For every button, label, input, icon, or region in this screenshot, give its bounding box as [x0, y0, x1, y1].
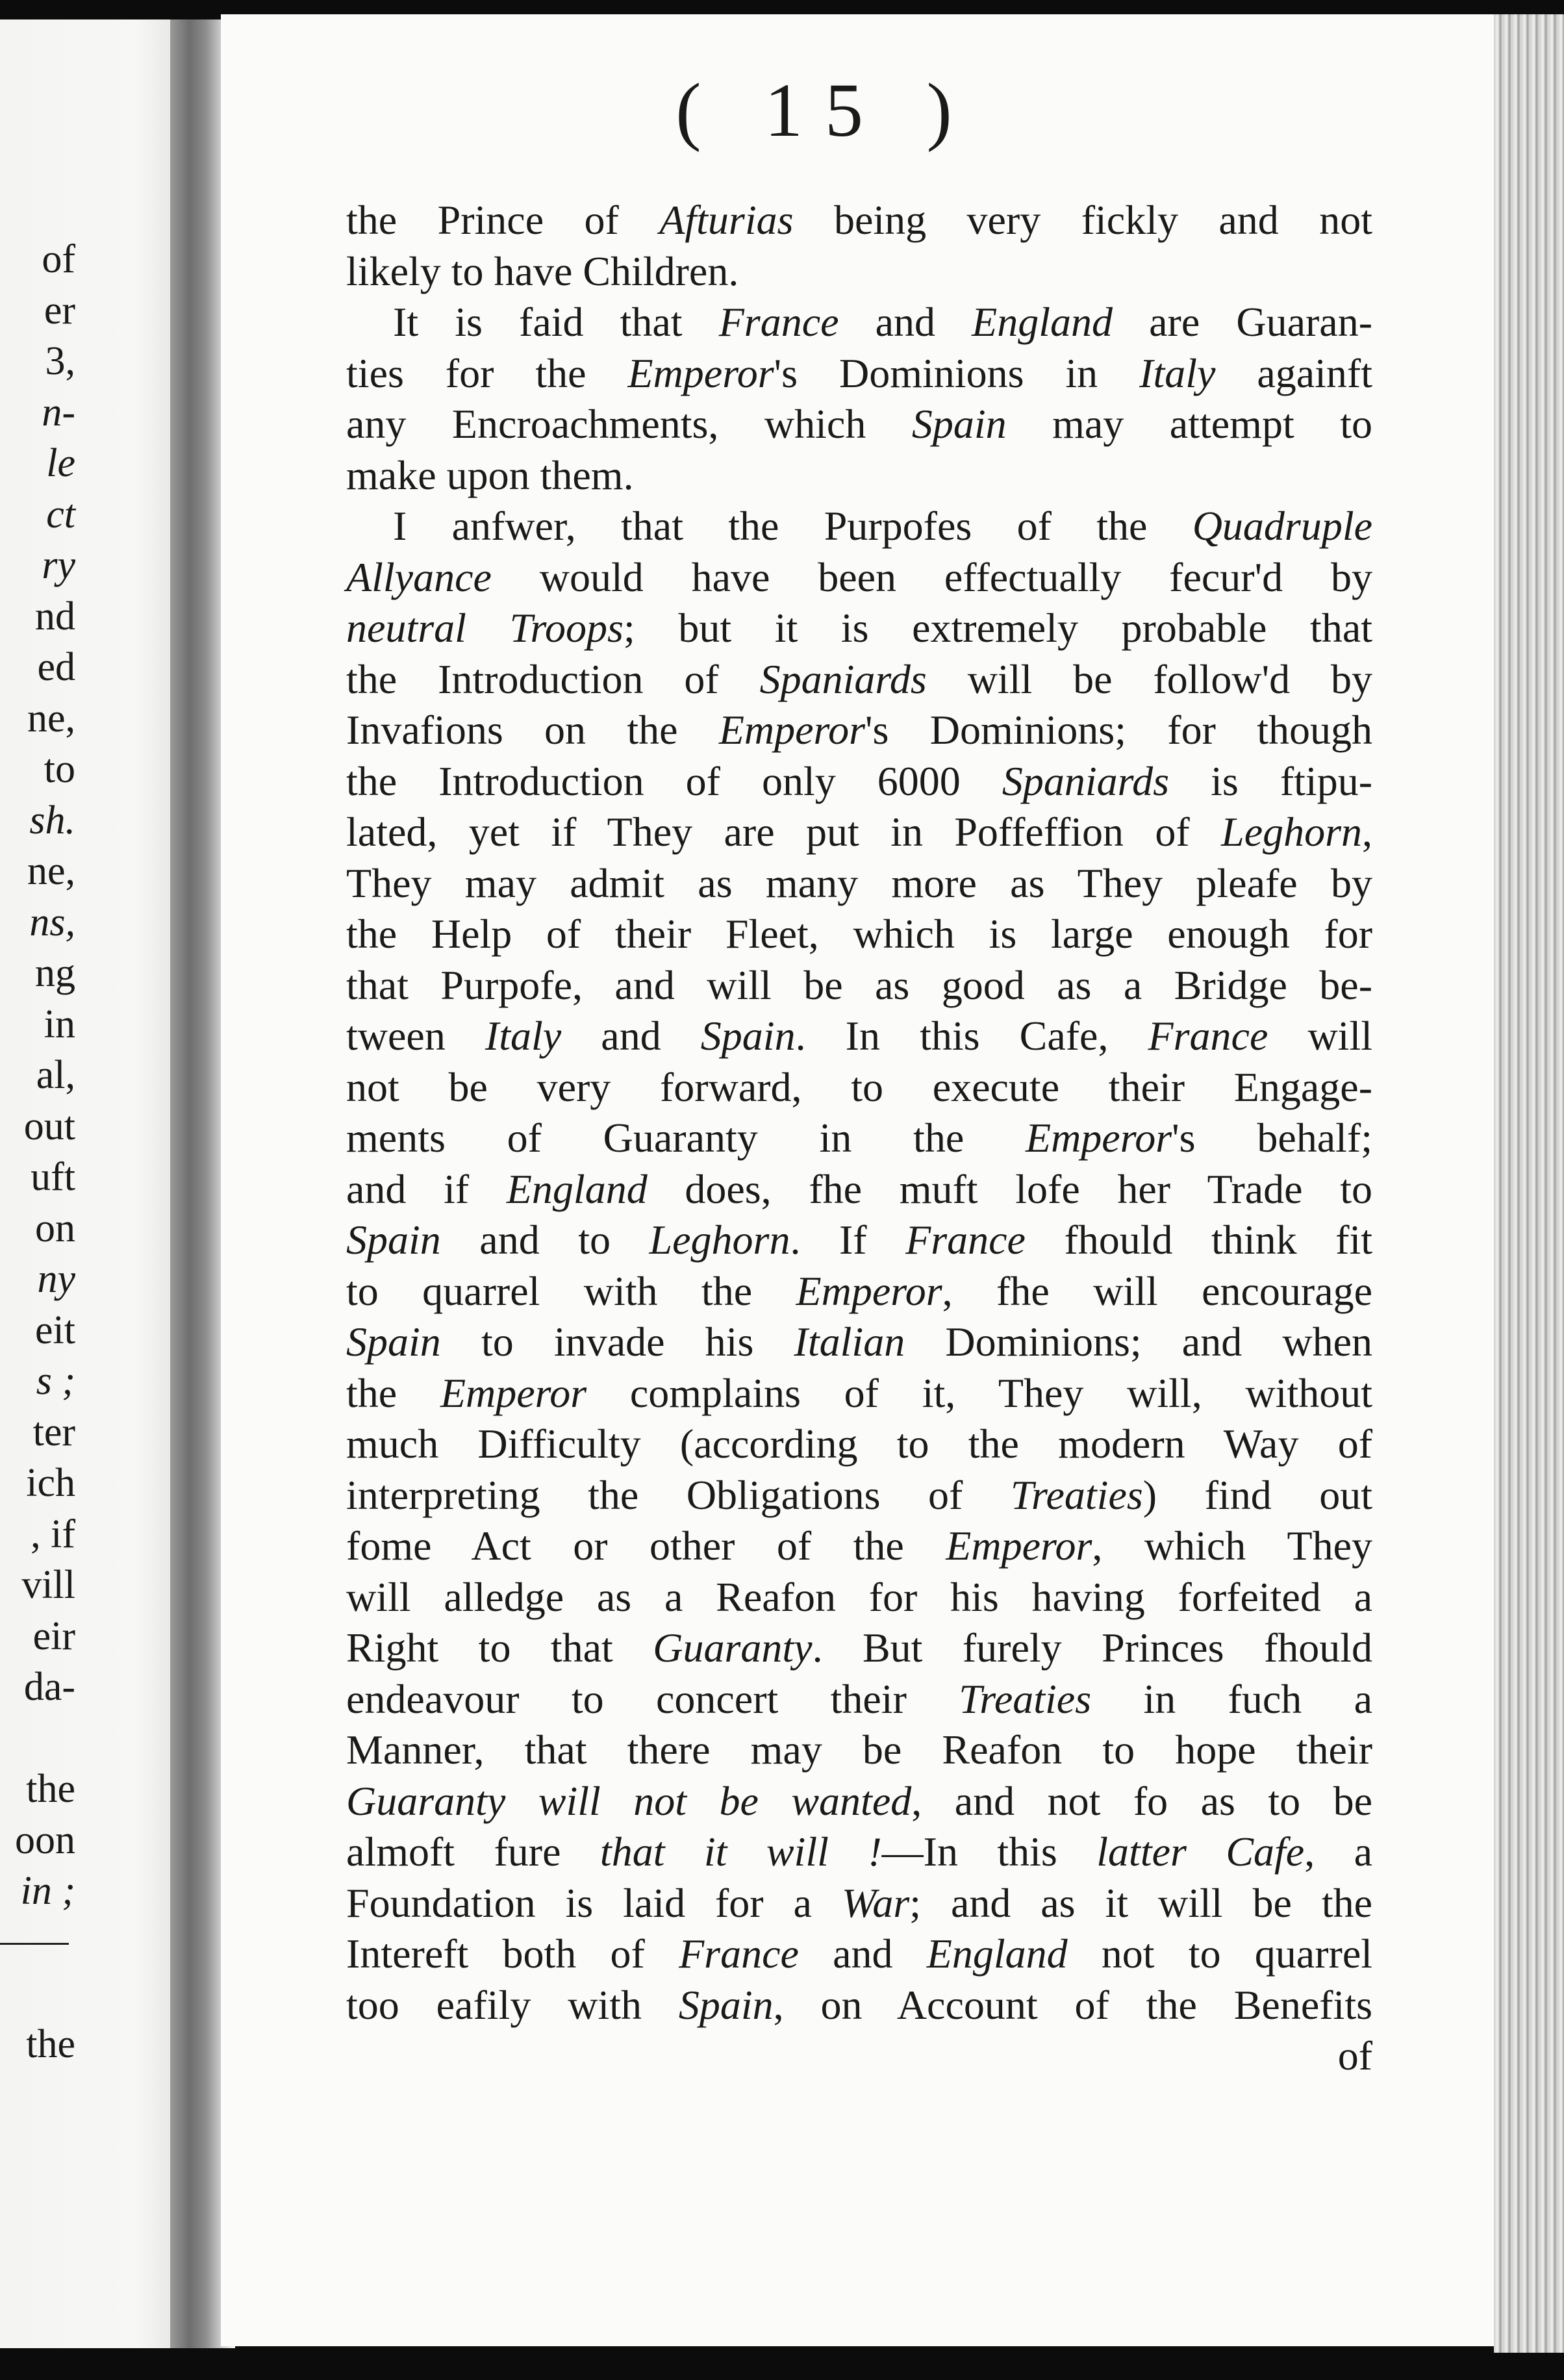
text-segment: interpreting the Obligations of: [346, 1471, 1011, 1518]
catchword: of: [1337, 2032, 1372, 2079]
left-page-fragment: ns,: [29, 900, 75, 944]
text-line: [346, 909, 1372, 960]
italic-text: Emperor: [440, 1369, 587, 1416]
italic-text: Allyance: [346, 553, 492, 600]
text-segment: I anfwer, that the Purpofes of the: [393, 503, 1192, 549]
text-segment: will be follow'd by: [926, 655, 1373, 702]
left-page-fragment: the: [26, 2021, 75, 2066]
text-segment: Dominions; and when: [905, 1319, 1373, 1365]
text-segment: much Difficulty (according to the modern Way of: [346, 1421, 1372, 1467]
text-segment: . If: [790, 1217, 906, 1263]
italic-text: Spain: [678, 1981, 774, 2028]
text-segment: almoft fure: [346, 1829, 600, 1875]
italic-text: Quadruple: [1192, 503, 1372, 549]
italic-text: Guaranty will not be wanted: [346, 1777, 912, 1824]
text-line: [346, 1368, 1372, 1419]
text-segment: againft: [1215, 349, 1373, 396]
text-line: [346, 450, 1372, 501]
left-page-fragment: ne,: [27, 849, 75, 893]
text-segment: does, fhe muft lofe her Trade to: [647, 1165, 1372, 1212]
text-segment: 's behalf;: [1172, 1115, 1373, 1161]
text-segment: and: [798, 1931, 927, 1977]
left-page-fragment: in ;: [20, 1869, 75, 1913]
text-segment: ties for the: [346, 349, 628, 396]
text-line: [346, 1776, 1372, 1827]
left-page-fragment: uft: [31, 1155, 75, 1199]
left-page-fragment: to: [44, 747, 75, 791]
left-page-fragment: eit: [35, 1308, 75, 1352]
text-segment: Foundation is laid for a: [346, 1879, 842, 1926]
text-segment: and to: [440, 1217, 650, 1263]
text-segment: endeavour to concert their: [346, 1675, 959, 1722]
italic-text: Treaties: [1010, 1471, 1143, 1518]
left-page-fragment: eir: [32, 1614, 75, 1658]
text-line: [346, 1725, 1372, 1776]
italic-text: neutral Troops: [346, 605, 624, 651]
text-segment: . In this Cafe,: [795, 1013, 1148, 1059]
text-line: [346, 1317, 1372, 1368]
italic-text: England: [972, 299, 1113, 345]
text-segment: Invafions on the: [346, 707, 719, 753]
text-line: [346, 1572, 1372, 1623]
text-segment: may attempt to: [1006, 401, 1372, 447]
text-segment: too eafily with: [346, 1981, 679, 2028]
text-segment: and: [839, 299, 972, 345]
italic-text: Emperor: [718, 707, 865, 753]
text-line: [346, 858, 1372, 909]
left-page-fragment: s ;: [36, 1359, 75, 1403]
italic-text: Guaranty: [653, 1625, 813, 1671]
text-line: [346, 603, 1372, 654]
italic-text: England: [926, 1931, 1068, 1977]
left-page-fragment: ny: [37, 1257, 75, 1301]
text-line: [346, 195, 1372, 246]
left-page-rule: [0, 1943, 69, 1945]
italic-text: Leghorn: [1221, 809, 1362, 855]
text-line: [346, 1266, 1372, 1317]
text-segment: to quarrel with the: [346, 1267, 796, 1314]
text-line: [346, 1215, 1372, 1266]
text-segment: the: [346, 1369, 440, 1416]
text-segment: Manner, that there may be Reafon to hope their: [346, 1727, 1372, 1773]
italic-text: Emperor: [1025, 1115, 1172, 1161]
text-segment: ,: [1362, 809, 1372, 855]
left-page-fragment: in: [44, 1002, 75, 1046]
left-page-fragment: le: [46, 441, 75, 485]
italic-text: Italy: [485, 1013, 562, 1059]
left-page-fragment: , if: [31, 1512, 75, 1556]
italic-text: Spain: [911, 401, 1007, 447]
italic-text: Afturias: [659, 197, 794, 243]
text-segment: and if: [346, 1165, 507, 1212]
text-segment: ments of Guaranty in the: [346, 1115, 1026, 1161]
text-segment: will: [1268, 1013, 1372, 1059]
text-segment: Right to that: [346, 1625, 653, 1671]
body-text: [346, 195, 1372, 2082]
text-line: [346, 1062, 1372, 1113]
text-segment: in fuch a: [1091, 1675, 1373, 1722]
left-page-fragment: ry: [42, 543, 75, 587]
text-line: [346, 1929, 1372, 1980]
italic-text: France: [718, 299, 839, 345]
text-line: [346, 807, 1372, 858]
italic-text: latter Cafe: [1096, 1829, 1305, 1875]
left-page-fragment: da-: [23, 1665, 75, 1709]
text-segment: likely to have Children.: [346, 247, 739, 294]
text-segment: make upon them.: [346, 451, 634, 498]
italic-text: Spain: [346, 1217, 441, 1263]
left-page-fragment: oon: [15, 1817, 75, 1862]
left-page-fragment: on: [35, 1206, 75, 1250]
text-segment: is ftipu-: [1169, 757, 1373, 804]
italic-text: Emperor: [627, 349, 774, 396]
italic-text: Spain: [700, 1013, 796, 1059]
italic-text: Leghorn: [649, 1217, 790, 1263]
italic-text: France: [905, 1217, 1026, 1263]
text-segment: lated, yet if They are put in Poffeffion of: [346, 809, 1222, 855]
text-line: [346, 1164, 1372, 1215]
text-segment: ; and as it will be the: [909, 1879, 1373, 1926]
left-page-fragment: ct: [46, 492, 75, 537]
text-segment: will alledge as a Reafon for his having forfeited a: [346, 1573, 1372, 1620]
left-page-fragment: ne,: [27, 696, 75, 741]
text-segment: 's Dominions; for though: [864, 707, 1372, 753]
italic-text: France: [1148, 1013, 1268, 1059]
left-page-fragment: nd: [35, 594, 75, 639]
italic-text: Spaniards: [759, 655, 927, 702]
text-line: [346, 552, 1372, 603]
text-segment: complains of it, They will, without: [586, 1369, 1372, 1416]
left-page-fragment: ter: [32, 1410, 75, 1454]
text-segment: the Introduction of only 6000: [346, 757, 1002, 804]
text-segment: the Prince of: [346, 197, 660, 243]
italic-text: Spain: [346, 1319, 441, 1365]
text-line: [346, 960, 1372, 1011]
text-segment: fhould think fit: [1025, 1217, 1373, 1263]
text-segment: that Purpofe, and will be as good as a Bridge be-: [346, 961, 1372, 1008]
text-segment: 's Dominions in: [774, 349, 1140, 396]
text-segment: not to quarrel: [1067, 1931, 1373, 1977]
text-line: [346, 1980, 1372, 2031]
italic-text: Emperor: [796, 1267, 942, 1314]
text-segment: would have been effectually fecur'd by: [491, 553, 1372, 600]
text-line: [346, 1470, 1372, 1521]
text-segment: the Introduction of: [346, 655, 760, 702]
text-line: [346, 348, 1372, 399]
left-page-fragment: out: [23, 1104, 75, 1148]
text-line: [346, 1878, 1372, 1929]
left-page-fragment: ng: [35, 951, 75, 995]
text-line: [346, 756, 1372, 807]
left-page-fragment: vill: [21, 1563, 75, 1607]
italic-text: that it will !: [599, 1829, 882, 1875]
text-segment: ) find out: [1142, 1471, 1373, 1518]
left-page-fragment: er: [44, 288, 75, 333]
text-line: [346, 705, 1372, 756]
text-segment: It is faid that: [393, 299, 719, 345]
text-line: [346, 1827, 1372, 1878]
left-page-fragment: of: [42, 237, 75, 281]
italic-text: Spaniards: [1002, 757, 1170, 804]
text-segment: , and not fo as to be: [911, 1777, 1373, 1824]
text-segment: , fhe will encourage: [942, 1267, 1373, 1314]
text-segment: —In this: [881, 1829, 1097, 1875]
text-segment: , which They: [1092, 1523, 1373, 1569]
text-segment: fome Act or other of the: [346, 1523, 946, 1569]
italic-text: France: [679, 1931, 799, 1977]
text-segment: are Guaran-: [1113, 299, 1372, 345]
text-segment: to invade his: [440, 1319, 794, 1365]
italic-text: England: [506, 1165, 648, 1212]
italic-text: Italy: [1139, 349, 1216, 396]
text-line: [346, 1113, 1372, 1164]
text-line: [346, 1011, 1372, 1062]
italic-text: War: [841, 1879, 910, 1926]
text-line: [346, 246, 1372, 298]
text-line: [346, 1623, 1372, 1674]
italic-text: Treaties: [959, 1675, 1092, 1722]
text-line: [346, 1419, 1372, 1470]
text-line: [346, 654, 1372, 705]
italic-text: Italian: [794, 1319, 905, 1365]
text-segment: ; but it is extremely probable that: [623, 605, 1373, 651]
text-segment: tween: [346, 1013, 485, 1059]
text-line: [346, 1521, 1372, 1572]
text-segment: Intereft both of: [346, 1931, 679, 1977]
left-page-fragment: 3,: [45, 339, 75, 383]
text-segment: , a: [1304, 1829, 1373, 1875]
left-page-fragment: sh.: [29, 798, 75, 842]
left-page-fragment: al,: [36, 1053, 75, 1097]
text-segment: not be very forward, to execute their Engage-: [346, 1063, 1372, 1110]
left-page-fragment: n-: [42, 390, 75, 435]
text-line: [346, 297, 1372, 348]
page-edges: [1494, 14, 1564, 2353]
text-segment: any Encroachments, which: [346, 401, 912, 447]
text-line: [346, 501, 1372, 552]
left-page-fragment: the: [26, 1767, 75, 1811]
text-segment: the Help of their Fleet, which is large enough for: [346, 911, 1372, 957]
text-segment: and: [561, 1013, 701, 1059]
left-page-fragment: ich: [26, 1461, 75, 1505]
text-line: [346, 1674, 1372, 1725]
italic-text: Emperor: [946, 1523, 1092, 1569]
text-segment: , on Account of the Benefits: [773, 1981, 1373, 2028]
left-page-fragment: ed: [37, 645, 75, 689]
page-number: ( 15 ): [675, 68, 974, 153]
text-line: [346, 399, 1372, 450]
text-segment: . But furely Princes fhould: [812, 1625, 1373, 1671]
text-segment: They may admit as many more as They pleafe by: [346, 859, 1372, 906]
text-segment: being very fickly and not: [793, 197, 1372, 243]
